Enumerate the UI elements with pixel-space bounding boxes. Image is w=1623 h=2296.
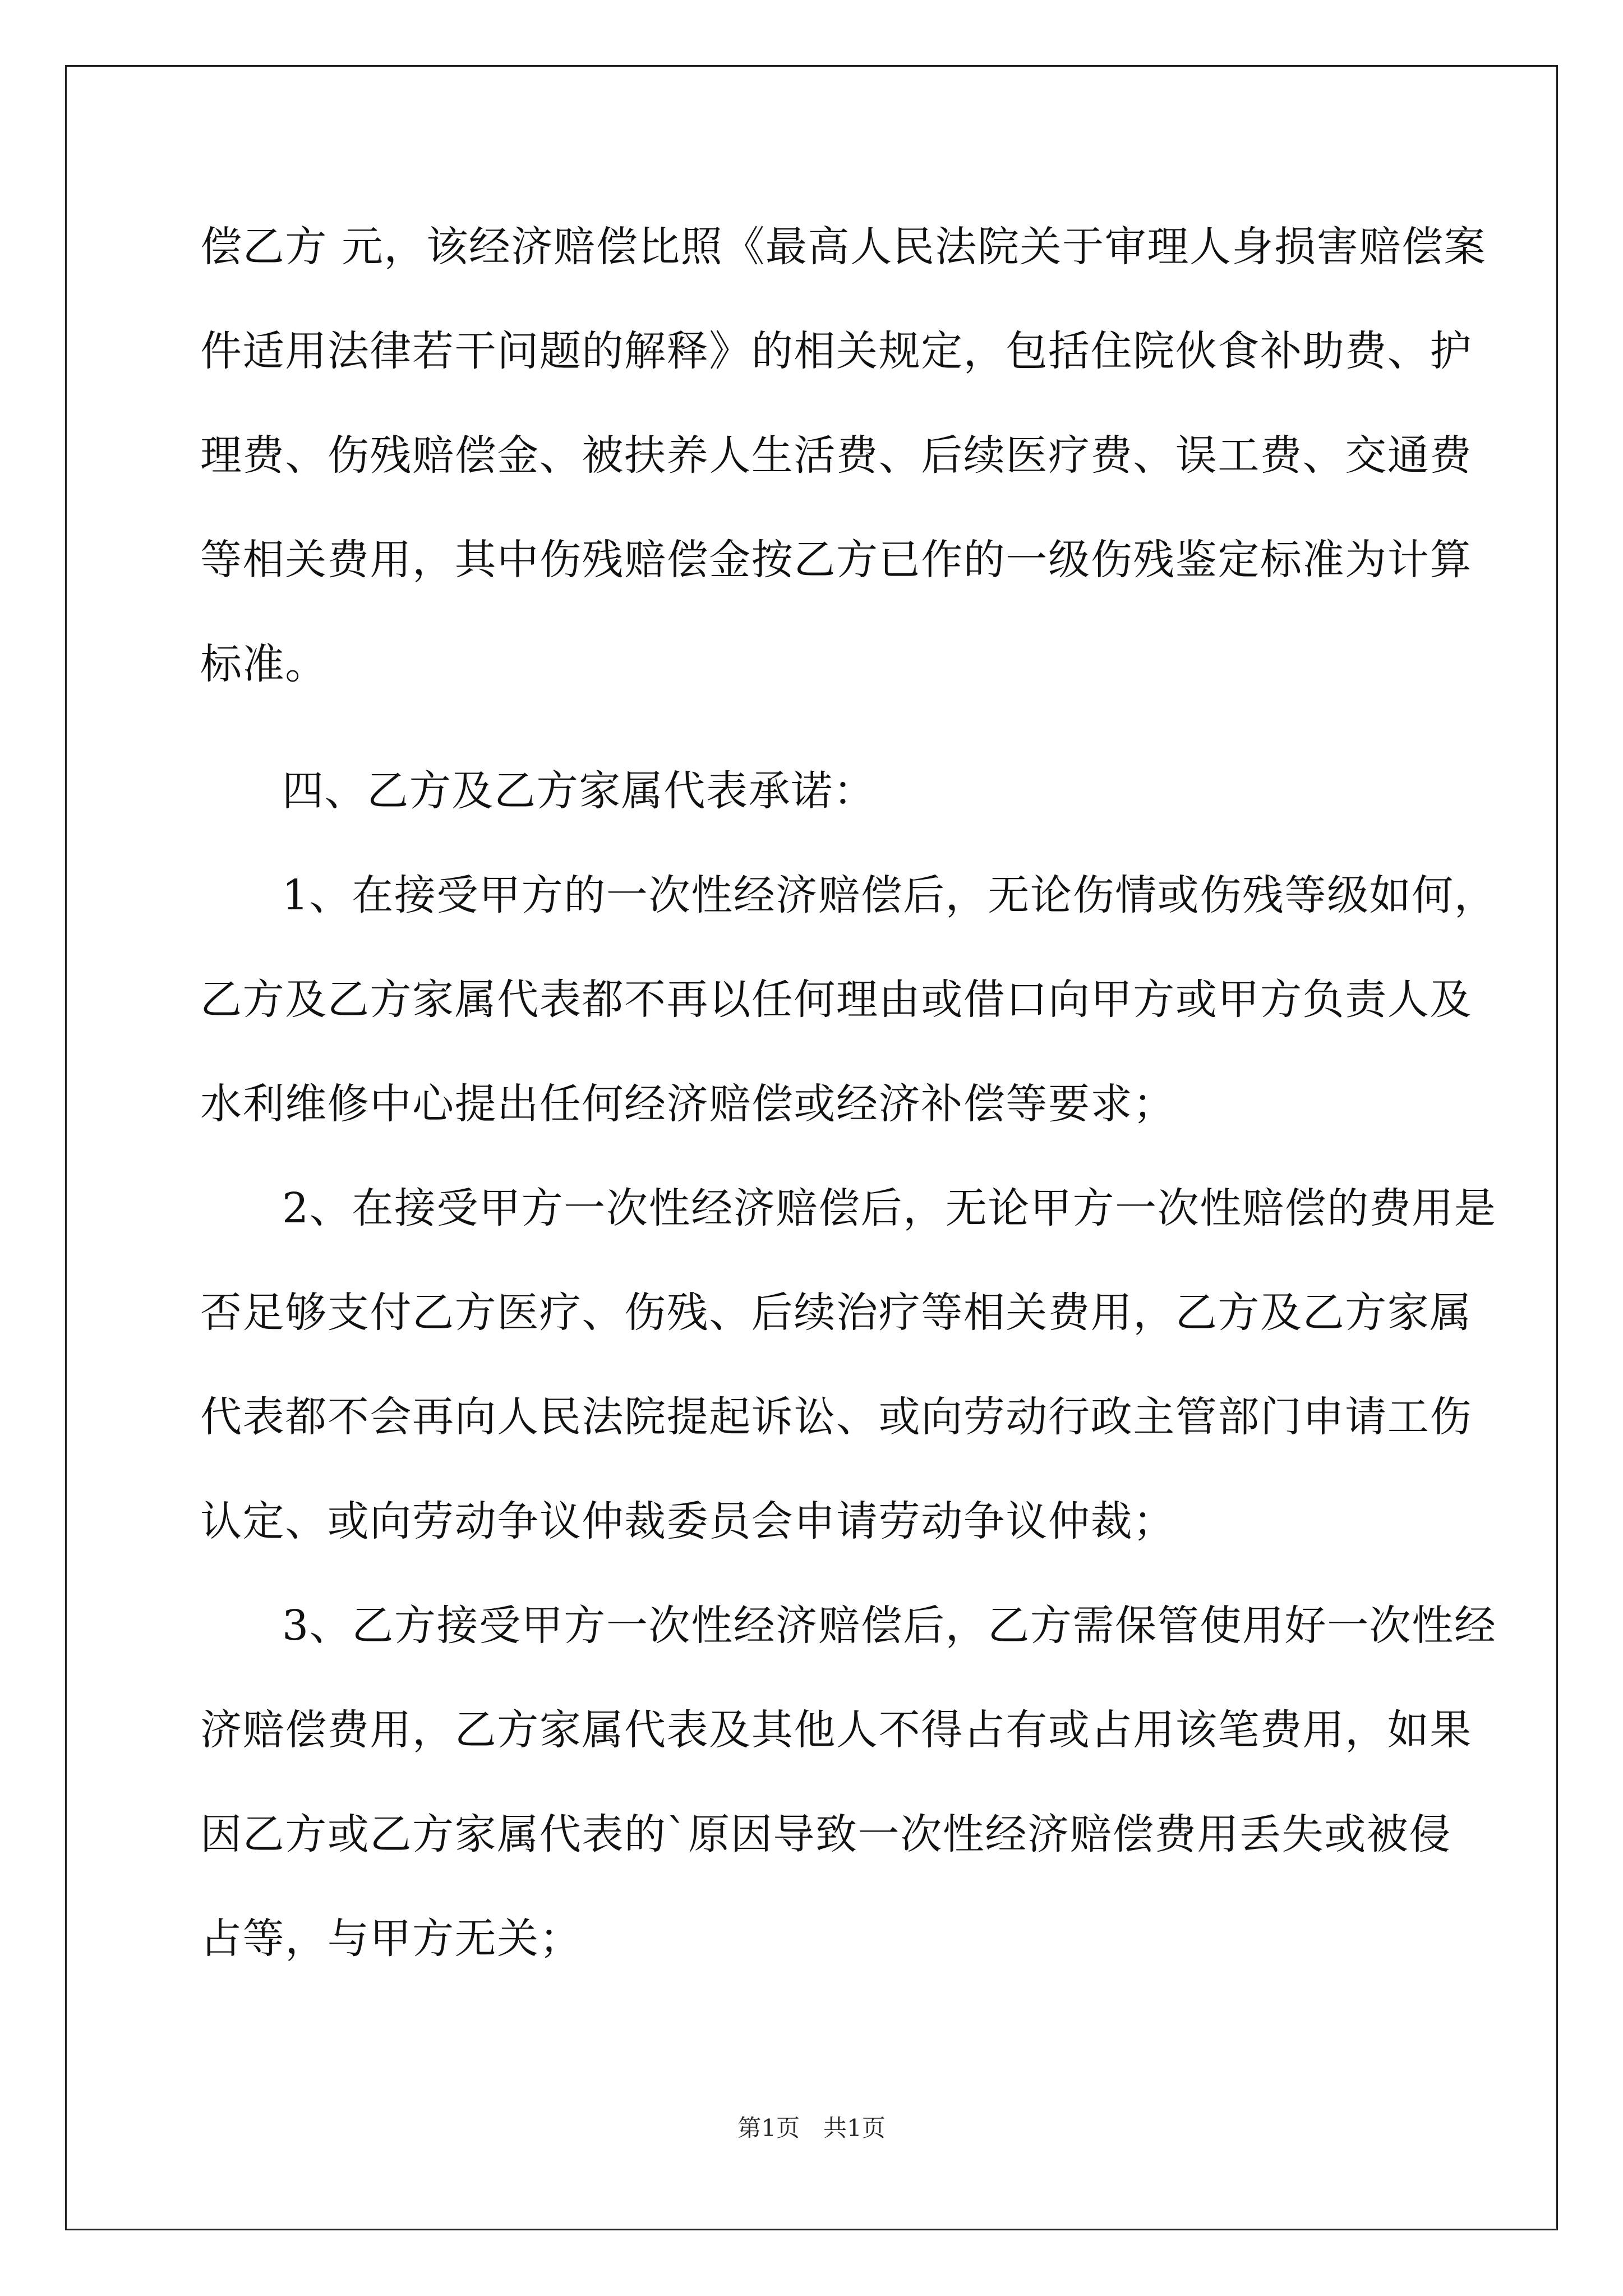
clause-1-line: 乙方及乙方家属代表都不再以任何理由或借口向甲方或甲方负责人及 — [200, 976, 1472, 1024]
clause-3-line: 占等，与甲方无关； — [200, 1915, 582, 1963]
section-heading: 四、乙方及乙方家属代表承诺： — [282, 767, 876, 815]
clause-1-line: 水利维修中心提出任何经济赔偿或经济补偿等要求； — [200, 1080, 1175, 1128]
paragraph-line: 标准。 — [200, 640, 328, 688]
clause-2-line: 认定、或向劳动争议仲裁委员会申请劳动争议仲裁； — [200, 1497, 1175, 1545]
clause-3-line: 济赔偿费用，乙方家属代表及其他人不得占有或占用该笔费用，如果 — [200, 1706, 1472, 1754]
page-number: 第1页 共1页 — [737, 2114, 886, 2142]
page-border — [65, 65, 1558, 2230]
clause-1-line: 1、在接受甲方的一次性经济赔偿后，无论伤情或伤残等级如何， — [282, 871, 1497, 919]
clause-3-line: 因乙方或乙方家属代表的`原因导致一次性经济赔偿费用丢失或被侵 — [200, 1810, 1451, 1858]
clause-3-line: 3、乙方接受甲方一次性经济赔偿后，乙方需保管使用好一次性经 — [282, 1602, 1497, 1650]
paragraph-line: 件适用法律若干问题的解释》的相关规定，包括住院伙食补助费、护 — [200, 327, 1472, 375]
clause-2-line: 否足够支付乙方医疗、伤残、后续治疗等相关费用，乙方及乙方家属 — [200, 1289, 1472, 1337]
paragraph-line: 理费、伤残赔偿金、被扶养人生活费、后续医疗费、误工费、交通费 — [200, 431, 1472, 480]
paragraph-line: 偿乙方 元，该经济赔偿比照《最高人民法院关于审理人身损害赔偿案 — [200, 223, 1487, 271]
clause-2-line: 代表都不会再向人民法院提起诉讼、或向劳动行政主管部门申请工伤 — [200, 1393, 1472, 1441]
clause-2-line: 2、在接受甲方一次性经济赔偿后，无论甲方一次性赔偿的费用是 — [282, 1184, 1497, 1232]
paragraph-line: 等相关费用，其中伤残赔偿金按乙方已作的一级伤残鉴定标准为计算 — [200, 536, 1472, 584]
